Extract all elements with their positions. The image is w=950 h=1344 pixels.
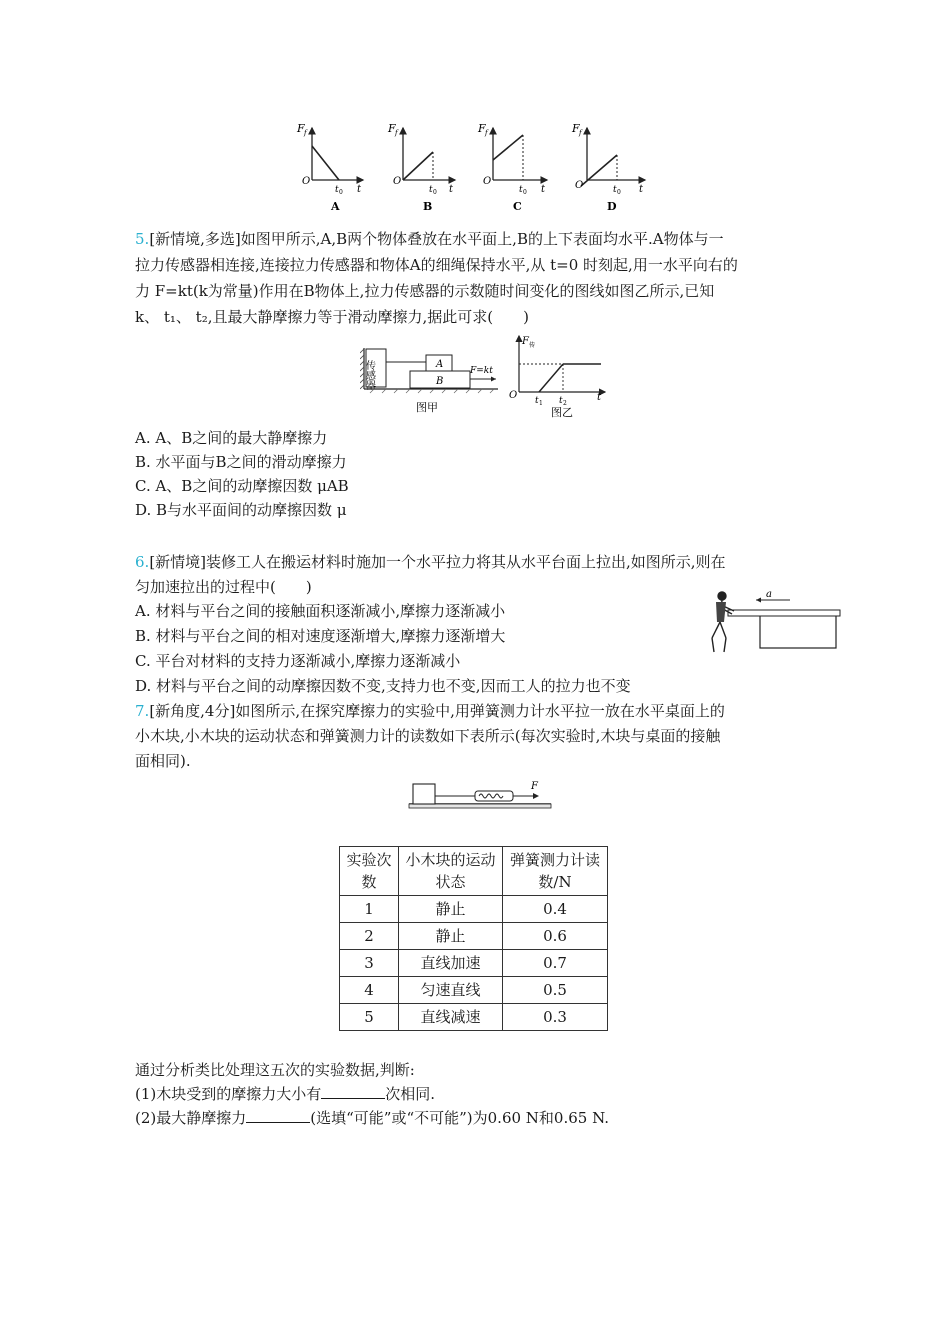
q5-option-c: C. A、B之间的动摩擦因数 μAB <box>135 477 349 495</box>
table-header-trial: 实验次 数 <box>340 847 399 896</box>
graph-axis-y-label: F <box>297 122 305 135</box>
graph-c <box>477 122 547 213</box>
answer-blank-1[interactable] <box>321 1084 385 1099</box>
graph-a-line <box>312 146 339 180</box>
q6-number: 6. <box>135 553 150 571</box>
svg-text:t: t <box>613 185 617 195</box>
answer-blank-2[interactable] <box>246 1108 310 1123</box>
svg-text:F: F <box>572 122 580 135</box>
q7-sub-question-1: (1)木块受到的摩擦力大小有 次相同. <box>135 1085 436 1103</box>
q6-line-2: 匀加速拉出的过程中( ) <box>135 578 312 596</box>
svg-text:传: 传 <box>529 342 536 349</box>
svg-text:F: F <box>388 122 396 135</box>
q7-line-1: 7.[新角度,4分]如图所示,在探究摩擦力的实验中,用弹簧测力计水平拉一放在水平桌面上的 <box>135 702 725 720</box>
table-row: 5 直线减速 0.3 <box>340 1004 608 1031</box>
svg-text:f: f <box>579 129 582 137</box>
q5-line-2: 拉力传感器相连接,连接拉力传感器和物体A的细绳保持水平,从 t=0 时刻起,用一水平向右的 <box>135 256 738 274</box>
svg-text:2: 2 <box>563 400 567 407</box>
svg-text:t: t <box>535 396 539 406</box>
svg-text:t: t <box>357 184 362 195</box>
svg-text:O: O <box>393 176 402 187</box>
q5-option-a: A. A、B之间的最大静摩擦力 <box>135 429 328 447</box>
q6-option-a: A. 材料与平台之间的接触面积逐渐减小,摩擦力逐渐减小 <box>135 602 506 620</box>
svg-text:0: 0 <box>433 189 437 196</box>
q5-option-b: B. 水平面与B之间的滑动摩擦力 <box>135 453 347 471</box>
q7-results-table <box>339 846 608 1031</box>
svg-text:A: A <box>436 359 444 370</box>
svg-text:t: t <box>541 184 546 195</box>
table-row: 3 直线加速 0.7 <box>340 950 608 977</box>
graph-d-label: D <box>607 200 617 213</box>
q6-figure-worker <box>700 588 850 658</box>
svg-text:t: t <box>449 184 454 195</box>
svg-text:t: t <box>335 185 339 195</box>
q6-option-b: B. 材料与平台之间的相对速度逐渐增大,摩擦力逐渐增大 <box>135 627 506 645</box>
svg-text:0: 0 <box>339 189 343 196</box>
q6-option-c: C. 平台对材料的支持力逐渐减小,摩擦力逐渐减小 <box>135 652 461 670</box>
table-row: 1 静止 0.4 <box>340 896 608 923</box>
q4-option-graphs <box>285 118 665 213</box>
svg-text:t: t <box>519 185 523 195</box>
svg-text:f: f <box>304 129 307 137</box>
svg-text:O: O <box>509 390 518 401</box>
graph-b <box>387 122 455 213</box>
q5-number: 5. <box>135 230 150 248</box>
svg-text:0: 0 <box>617 189 621 196</box>
table-row: 2 静止 0.6 <box>340 923 608 950</box>
svg-text:F: F <box>531 781 538 792</box>
sensor-reading-ramp <box>539 364 563 392</box>
figure-jia-caption: 图甲 <box>416 401 438 414</box>
svg-text:t: t <box>639 184 644 195</box>
q6-option-d: D. 材料与平台之间的动摩擦因数不变,支持力也不变,因而工人的拉力也不变 <box>135 677 631 695</box>
svg-text:传感器: 传感器 <box>363 360 375 390</box>
spring-scale <box>475 791 513 801</box>
table-header-state: 小木块的运动 状态 <box>399 847 503 896</box>
q7-sub-question-2: (2)最大静摩擦力 (选填“可能”或“不可能”)为0.60 N和0.65 N. <box>135 1109 610 1127</box>
svg-text:F: F <box>522 336 529 347</box>
q7-line-3: 面相同). <box>135 752 191 770</box>
graph-a-label: A <box>331 200 340 213</box>
q5-line-1: 5.[新情境,多选]如图甲所示,A,B两个物体叠放在水平面上,B的上下表面均水平.A物体与一 <box>135 230 724 248</box>
graph-d <box>571 122 645 213</box>
q5-option-d: D. B与水平面间的动摩擦因数 μ <box>135 501 347 519</box>
q5-figure-yi <box>505 330 615 420</box>
svg-text:a: a <box>766 589 772 600</box>
graph-b-label: B <box>423 200 433 213</box>
q5-figure-jia <box>360 343 500 418</box>
svg-text:f: f <box>395 129 398 137</box>
graph-a <box>296 122 363 213</box>
q7-line-2: 小木块,小木块的运动状态和弹簧测力计的读数如下表所示(每次实验时,木块与桌面的接触 <box>135 727 721 745</box>
svg-text:f: f <box>485 129 488 137</box>
platform <box>760 614 836 648</box>
q5-line-3: 力 F=kt(k为常量)作用在B物体上,拉力传感器的示数随时间变化的图线如图乙所示,已知 <box>135 282 715 300</box>
table-row: 4 匀速直线 0.5 <box>340 977 608 1004</box>
wooden-block <box>413 784 435 804</box>
svg-text:B: B <box>436 376 444 387</box>
svg-text:O: O <box>575 180 584 191</box>
svg-text:t: t <box>597 392 602 403</box>
svg-text:t: t <box>429 185 433 195</box>
svg-text:t: t <box>559 396 563 406</box>
q5-line-4: k、 t₁、 t₂,且最大静摩擦力等于滑动摩擦力,据此可求( ) <box>135 308 529 326</box>
q7-number: 7. <box>135 702 150 720</box>
svg-text:O: O <box>483 176 492 187</box>
table-header-reading: 弹簧测力计读 数/N <box>503 847 608 896</box>
figure-yi-caption: 图乙 <box>551 406 573 419</box>
svg-text:1: 1 <box>539 400 543 407</box>
q6-line-1: 6.[新情境]装修工人在搬运材料时施加一个水平拉力将其从水平台面上拉出,如图所示,则在 <box>135 553 726 571</box>
svg-text:F=kt: F=kt <box>470 366 493 376</box>
svg-text:F: F <box>478 122 486 135</box>
q7-figure-spring-scale <box>405 776 555 810</box>
material-board <box>728 610 840 616</box>
svg-text:0: 0 <box>523 189 527 196</box>
svg-text:O: O <box>302 176 311 187</box>
q7-analysis: 通过分析类比处理这五次的实验数据,判断: <box>135 1061 415 1079</box>
graph-c-label: C <box>513 200 522 213</box>
